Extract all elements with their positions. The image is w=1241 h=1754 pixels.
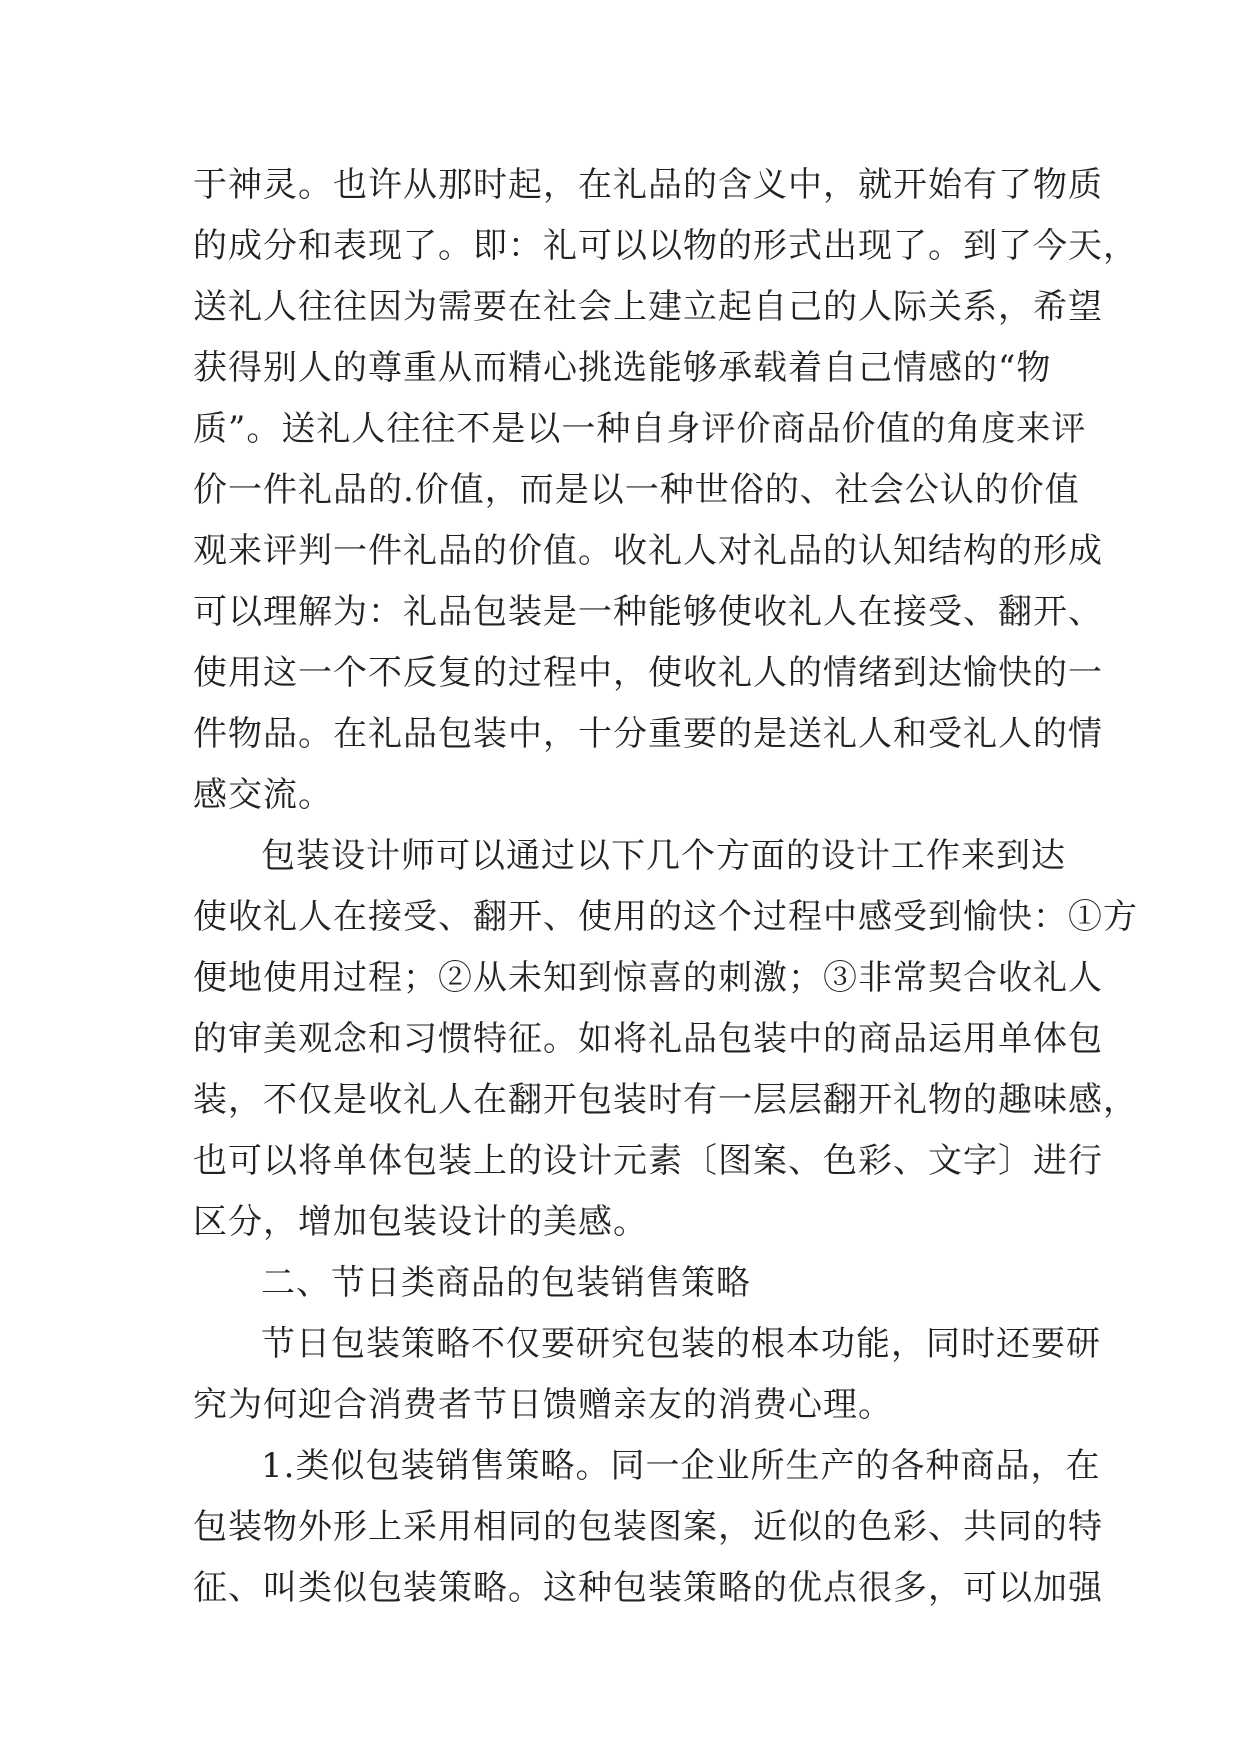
list-item-line: 1.类似包装销售策略。同一企业所生产的各种商品，在 bbox=[261, 1446, 1101, 1486]
text-line: 送礼人往往因为需要在社会上建立起自己的人际关系，希望 bbox=[193, 287, 1103, 327]
text-line: 价一件礼品的.价值，而是以一种世俗的、社会公认的价值 bbox=[193, 470, 1080, 510]
text-line: 件物品。在礼品包装中，十分重要的是送礼人和受礼人的情 bbox=[193, 714, 1103, 754]
text-line: 于神灵。也许从那时起，在礼品的含义中，就开始有了物质 bbox=[193, 165, 1103, 205]
text-line: 质”。送礼人往往不是以一种自身评价商品价值的角度来评 bbox=[193, 409, 1087, 449]
section-heading: 二、节日类商品的包装销售策略 bbox=[261, 1263, 751, 1303]
text-line: 使用这一个不反复的过程中，使收礼人的情绪到达愉快的一 bbox=[193, 653, 1103, 693]
text-line: 可以理解为：礼品包装是一种能够使收礼人在接受、翻开、 bbox=[193, 592, 1103, 632]
text-line: 究为何迎合消费者节日馈赠亲友的消费心理。 bbox=[193, 1385, 893, 1425]
text-line: 的成分和表现了。即：礼可以以物的形式出现了。到了今天， bbox=[193, 226, 1138, 266]
text-line: 使收礼人在接受、翻开、使用的这个过程中感受到愉快：①方 bbox=[193, 897, 1138, 937]
text-line: 的审美观念和习惯特征。如将礼品包装中的商品运用单体包 bbox=[193, 1019, 1103, 1059]
text-line: 征、叫类似包装策略。这种包装策略的优点很多，可以加强 bbox=[193, 1568, 1103, 1608]
text-line: 包装物外形上采用相同的包装图案，近似的色彩、共同的特 bbox=[193, 1507, 1103, 1547]
text-line: 观来评判一件礼品的价值。收礼人对礼品的认知结构的形成 bbox=[193, 531, 1103, 571]
paragraph-start-line: 节日包装策略不仅要研究包装的根本功能，同时还要研 bbox=[261, 1324, 1101, 1364]
paragraph-start-line: 包装设计师可以通过以下几个方面的设计工作来到达 bbox=[261, 836, 1066, 876]
text-line: 区分，增加包装设计的美感。 bbox=[193, 1202, 648, 1242]
text-line: 获得别人的尊重从而精心挑选能够承载着自己情感的“物 bbox=[193, 348, 1052, 388]
text-line: 装，不仅是收礼人在翻开包装时有一层层翻开礼物的趣味感， bbox=[193, 1080, 1138, 1120]
text-line: 感交流。 bbox=[193, 775, 333, 815]
text-line: 便地使用过程；②从未知到惊喜的刺激；③非常契合收礼人 bbox=[193, 958, 1103, 998]
text-line: 也可以将单体包装上的设计元素〔图案、色彩、文字〕进行 bbox=[193, 1141, 1103, 1181]
body-text bbox=[193, 155, 1138, 1619]
